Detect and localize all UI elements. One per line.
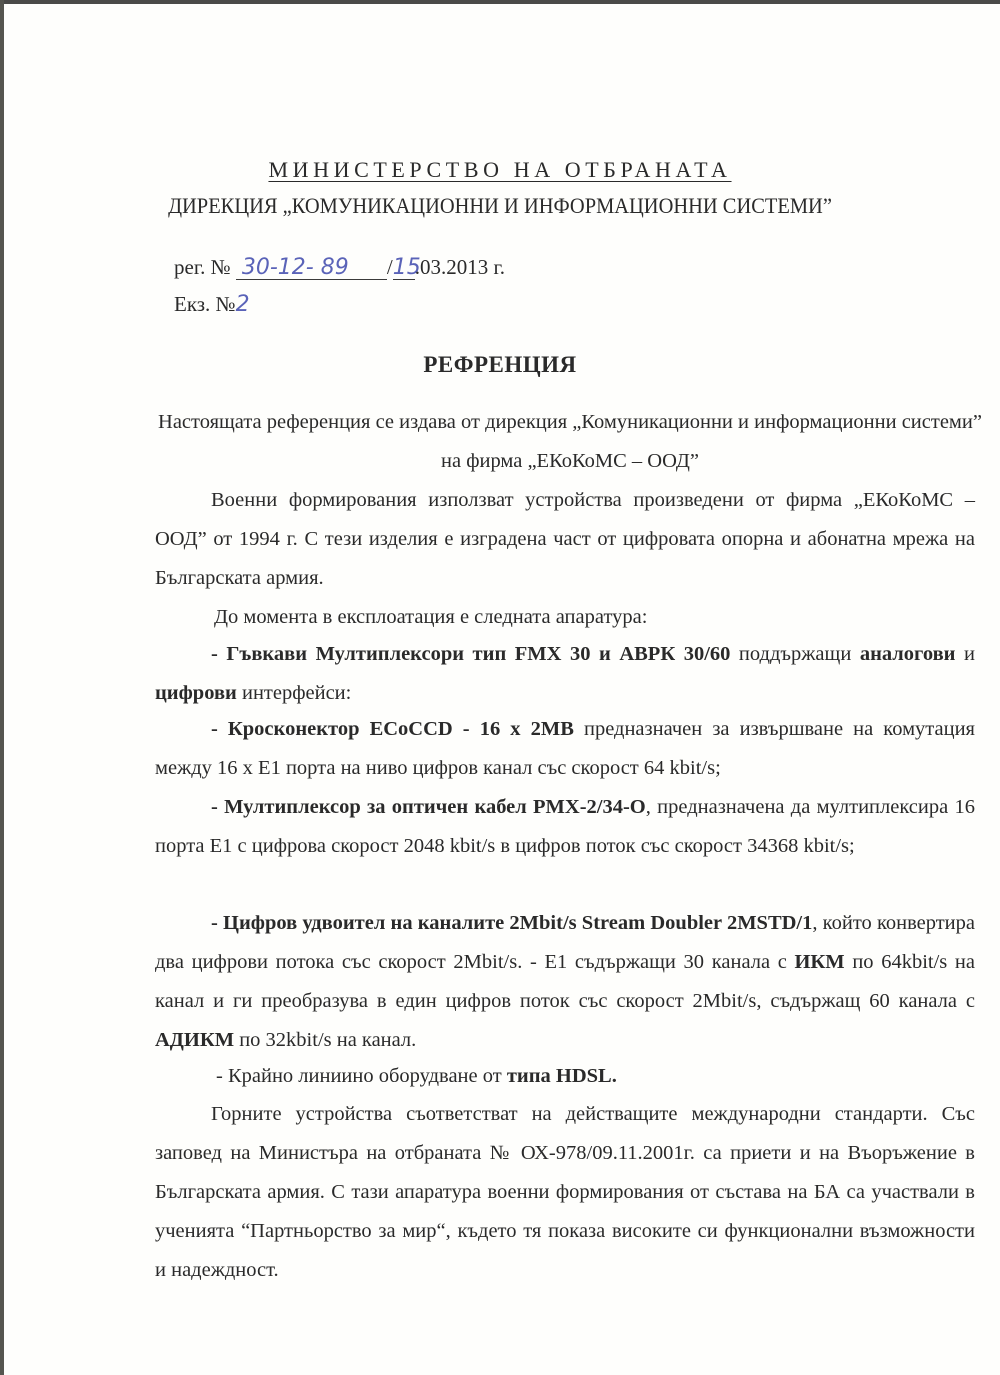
item-text: интерфейси: (236, 682, 352, 704)
equipment-item-crossconnector (155, 710, 975, 788)
reg-day-handwritten: 15 (392, 255, 421, 280)
ministry-heading: МИНИСТЕРСТВО НА ОТБРАНАТА (268, 157, 732, 182)
item-bold: - Гъвкави Мултиплексори тип FMX 30 и АВРК 30/60 (211, 643, 731, 665)
item-bold: аналогови (859, 643, 956, 665)
reg-label: рег. № (174, 255, 231, 279)
paragraph-1: Военни формирования използват устройства произведени от фирма „ЕКоКоМС – ООД” от 1994 г. С тези изделия е изградена част от цифровата опорна и абонатна мрежа на Българската армия. (155, 489, 975, 589)
directorate-heading: ДИРЕКЦИЯ „КОМУНИКАЦИОННИ И ИНФОРМАЦИОННИ СИСТЕМИ” (168, 193, 832, 218)
paragraph-2: До момента в експлоатация е следната апаратура: (214, 606, 648, 628)
item-text: поддържащи (730, 643, 860, 665)
equipment-item-hdsl (216, 1057, 976, 1096)
item-bold: - Цифров удвоител на каналите 2Mbit/s Stream Doubler 2MSTD/1 (211, 912, 813, 934)
item-text: по 32kbit/s на канал. (234, 1029, 417, 1051)
item-text: предназначен за извършване на комутация между 16 х Е1 порта на ниво цифров канал със скорост 64 kbit/s; (155, 718, 975, 779)
item-bold: ИКМ (794, 951, 845, 973)
item-text: , който конвертира два цифрови потока със скорост 2Mbit/s. - Е1 съдържащи 30 канала с (155, 912, 976, 973)
reg-number-handwritten: 30-12- 89 (236, 257, 387, 280)
document-title: РЕФРЕНЦИЯ (423, 352, 577, 377)
item-text: , предназначена да мултиплексира 16 порта Е1 с цифрова скорост 2048 kbit/s в цифров поток със скорост 34368 kbit/s; (155, 796, 975, 857)
paragraph-3: Горните устройства съответстват на действащите международни стандарти. Със заповед на Министъра на отбраната № ОХ-978/09.11.2001г. са приети и на Въоръжение в Българската армия. С тази апаратура военни формирования от състава на БА са участвали в ученията “Партньорство за мир“, където тя показа високите си функционални възможности и надеждност. (155, 1103, 975, 1281)
equipment-item-pmx (155, 788, 975, 866)
item-bold: - Кросконектор ECoCCD - 16 x 2MB (211, 718, 574, 740)
item-text: - Крайно линиино оборудване от (216, 1065, 507, 1087)
item-bold: АДИКМ (155, 1029, 235, 1051)
equipment-item-fmx (155, 635, 975, 713)
copy-label: Екз. № (174, 292, 236, 316)
item-bold: типа HDSL. (506, 1065, 617, 1087)
item-text: по 64kbit/s на канал и ги преобразува в един цифров поток със скорост 2Mbit/s, съдържащ 60 канала с (155, 951, 975, 1012)
item-bold: цифрови (155, 682, 237, 704)
intro-paragraph: Настоящата референция се издава от дирекция „Комуникационни и информационни системи” на фирма „ЕКоКоМС – ООД” (158, 411, 982, 472)
registration-line (174, 255, 505, 280)
copy-number-line (174, 292, 250, 317)
item-text: и (955, 643, 975, 665)
equipment-item-stream-doubler (155, 904, 975, 1060)
reg-date-suffix: .03.2013 г. (414, 255, 505, 279)
item-bold: - Мултиплексор за оптичен кабел PMX-2/34-O (211, 796, 646, 818)
copy-number-handwritten: 2 (235, 292, 250, 317)
reg-slash: / (386, 255, 393, 279)
